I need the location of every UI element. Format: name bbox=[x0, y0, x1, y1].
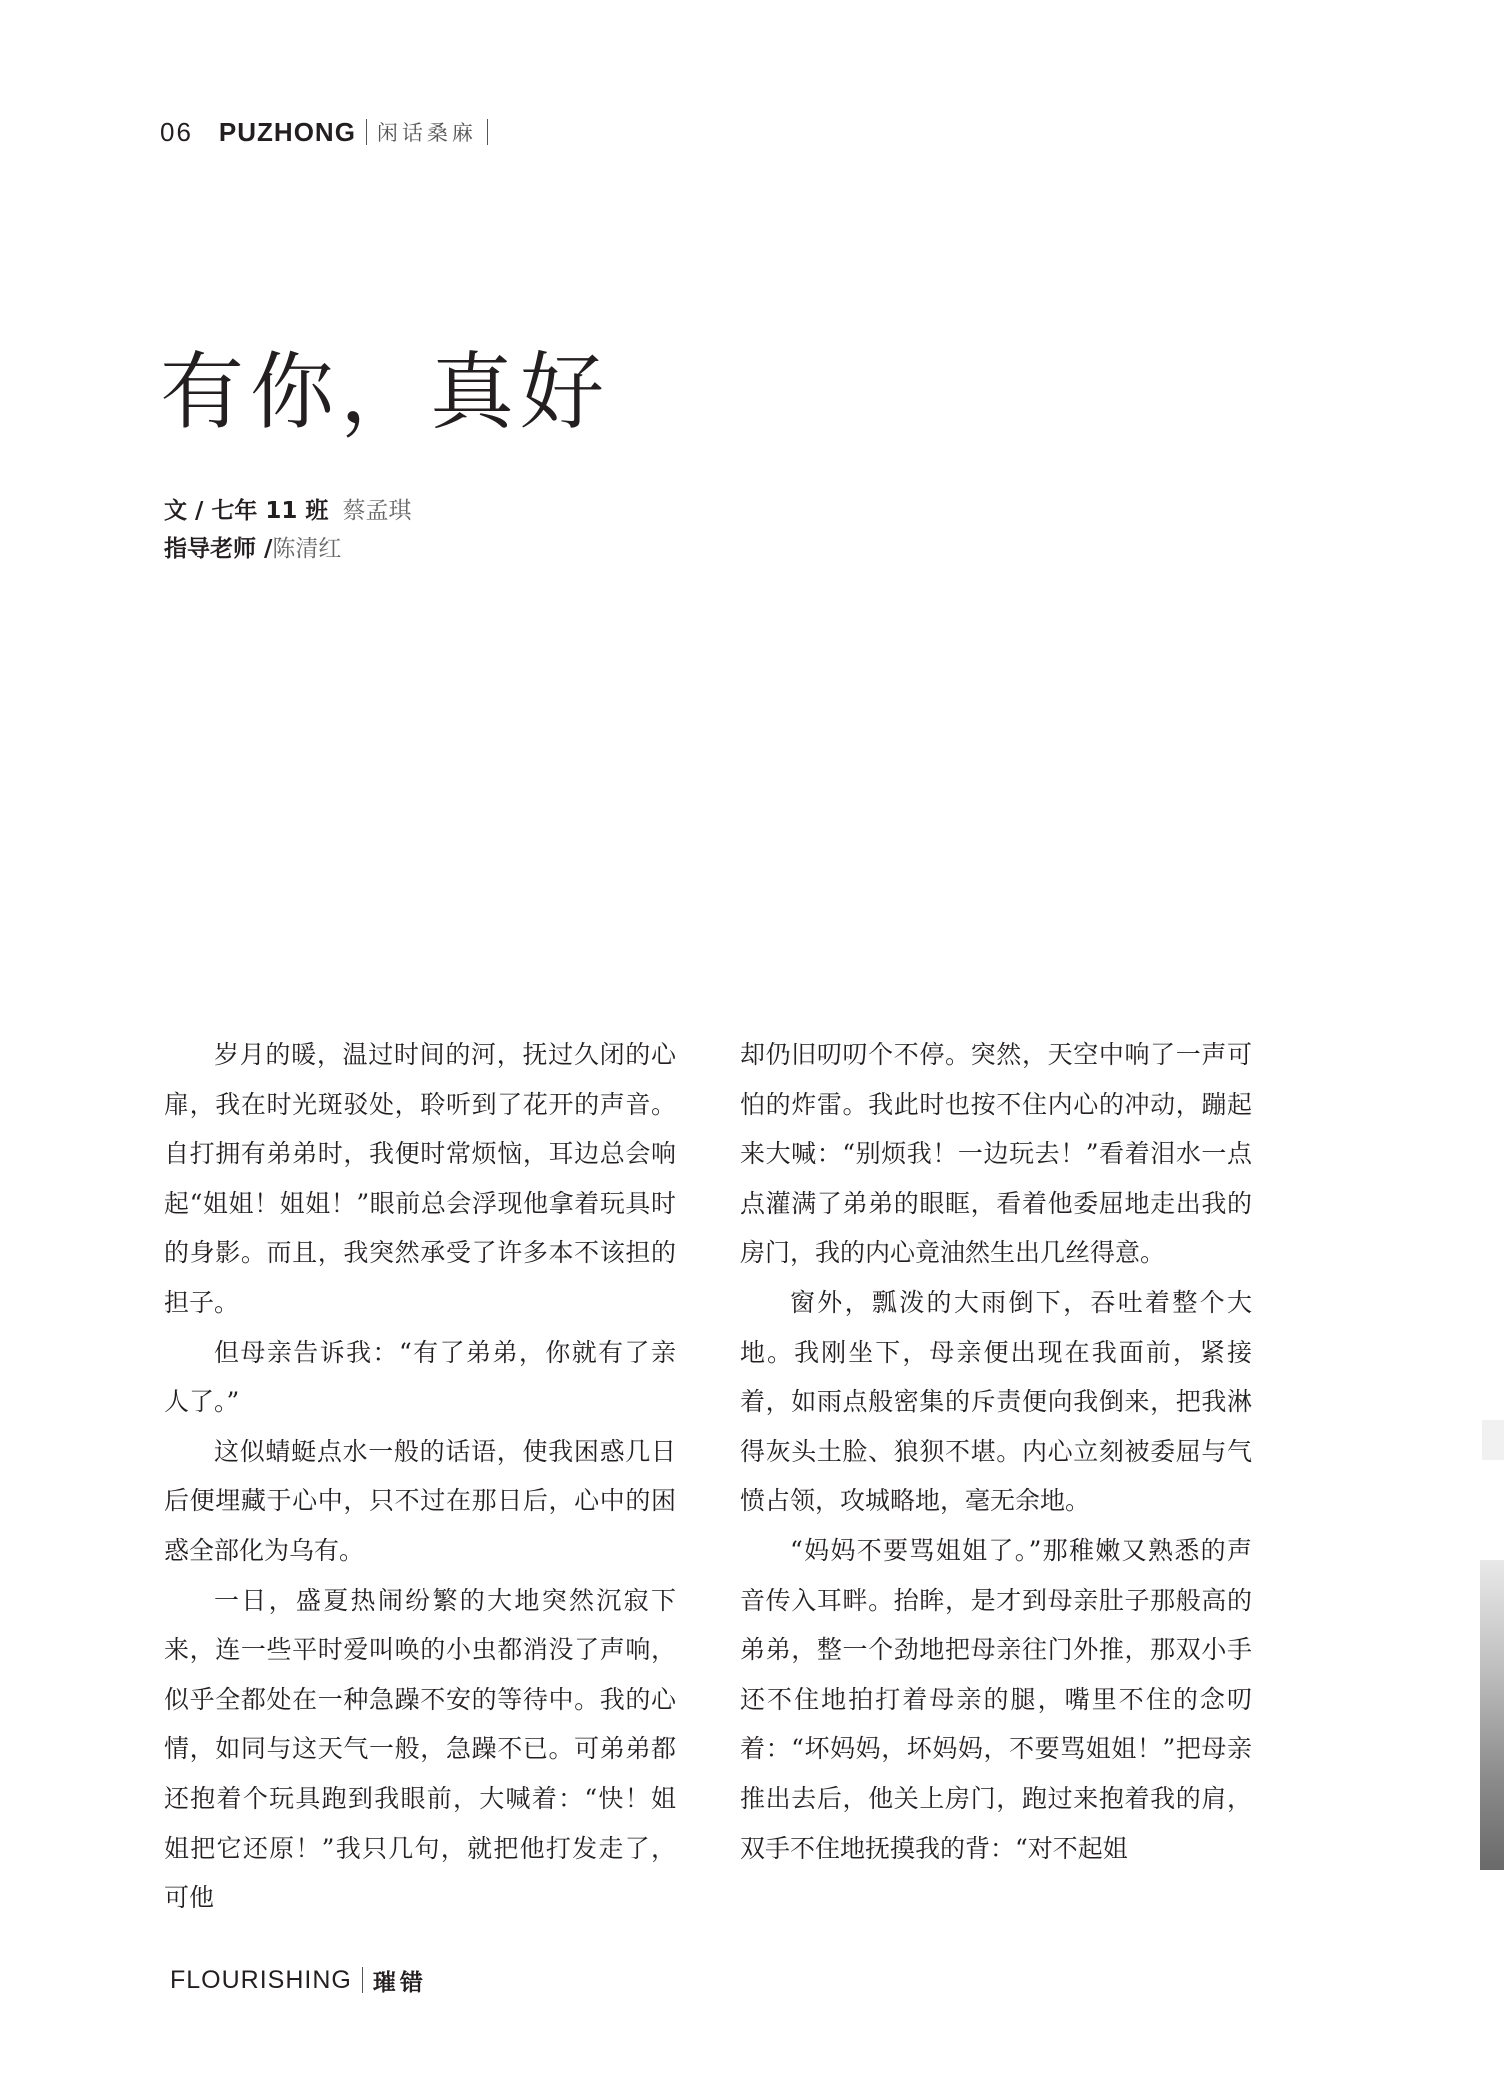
page-header bbox=[160, 112, 498, 152]
paragraph: 窗外，瓢泼的大雨倒下，吞吐着整个大地。我刚坐下，母亲便出现在我面前，紧接着，如雨点般密集的斥责便向我倒来，把我淋得灰头土脸、狼狈不堪。内心立刻被委屈与气愤占领，攻城略地，毫无余地。 bbox=[740, 1287, 1252, 1516]
magazine-brand: PUZHONG bbox=[218, 116, 356, 147]
photo-edge bbox=[1480, 1560, 1504, 1870]
page-number: 06 bbox=[160, 116, 193, 147]
teacher-label: 指导老师 / bbox=[164, 536, 273, 562]
teacher-line bbox=[164, 530, 411, 568]
article-title: 有你，真好 bbox=[160, 343, 611, 441]
paragraph: 岁月的暖，温过时间的河，抚过久闭的心扉，我在时光斑驳处，聆听到了花开的声音。自打拥有弟弟时，我便时常烦恼，耳边总会响起“姐姐！姐姐！”眼前总会浮现他拿着玩具时的身影。而且，我突然承受了许多本不该担的担子。 bbox=[164, 1040, 676, 1317]
author-label: 文 / 七年 11 班 bbox=[164, 498, 329, 524]
header-divider-left bbox=[366, 119, 367, 145]
author-name: 蔡孟琪 bbox=[342, 498, 412, 524]
author-line bbox=[164, 492, 411, 530]
footer-section: 璀错 bbox=[372, 1969, 427, 1996]
paragraph-continued: 却仍旧叨叨个不停。突然，天空中响了一声可怕的炸雷。我此时也按不住内心的冲动，蹦起来大喊：“别烦我！一边玩去！”看着泪水一点点灌满了弟弟的眼眶，看着他委屈地走出我的房门，我的内心竟油然生出几丝得意。 bbox=[740, 1040, 1252, 1268]
teacher-name: 陈清红 bbox=[272, 536, 342, 562]
body-column-right bbox=[740, 1030, 1252, 1873]
page-footer bbox=[170, 1960, 427, 2000]
footer-divider bbox=[362, 1967, 363, 1993]
byline bbox=[164, 492, 411, 568]
paragraph: 这似蜻蜓点水一般的话语，使我困惑几日后便埋藏于心中，只不过在那日后，心中的困惑全部化为乌有。 bbox=[164, 1436, 676, 1565]
section-name: 闲话桑麻 bbox=[376, 121, 477, 145]
body-column-left bbox=[164, 1030, 676, 1923]
footer-brand: FLOURISHING bbox=[170, 1965, 352, 1994]
photo-edge-highlight bbox=[1482, 1420, 1504, 1460]
paragraph: 但母亲告诉我：“有了弟弟，你就有了亲人了。” bbox=[164, 1337, 676, 1417]
paragraph: “妈妈不要骂姐姐了。”那稚嫩又熟悉的声音传入耳畔。抬眸，是才到母亲肚子那般高的弟弟，整一个劲地把母亲往门外推，那双小手还不住地拍打着母亲的腿，嘴里不住的念叨着：“坏妈妈，坏妈妈，不要骂姐姐！”把母亲推出去后，他关上房门，跑过来抱着我的肩，双手不住地抚摸我的背：“对不起姐 bbox=[740, 1535, 1252, 1863]
paragraph: 一日，盛夏热闹纷繁的大地突然沉寂下来，连一些平时爱叫唤的小虫都消没了声响，似乎全都处在一种急躁不安的等待中。我的心情，如同与这天气一般，急躁不已。可弟弟都还抱着个玩具跑到我眼前，大喊着：“快！姐姐把它还原！”我只几句，就把他打发走了，可他 bbox=[164, 1585, 676, 1913]
header-divider-right bbox=[487, 119, 488, 145]
